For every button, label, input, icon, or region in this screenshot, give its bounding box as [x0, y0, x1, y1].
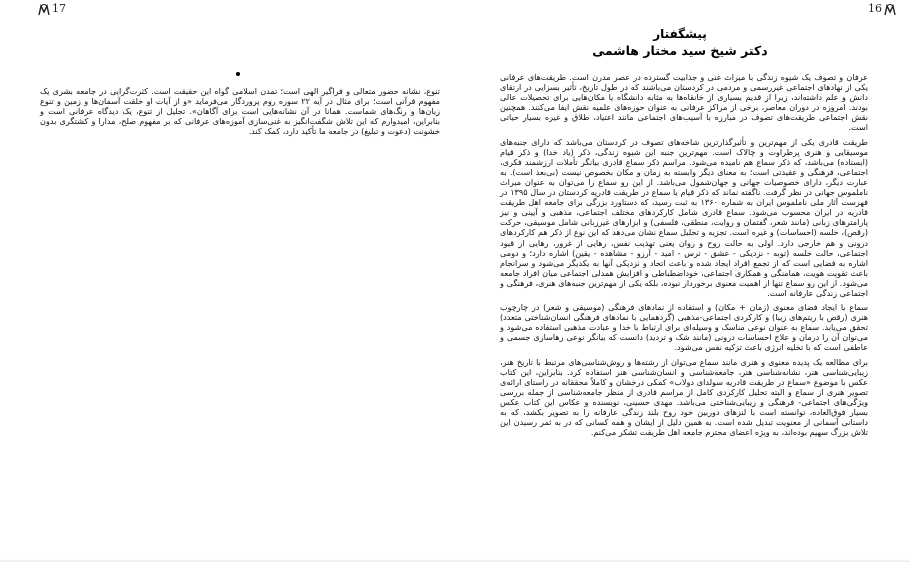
- foreword-author: دکتر شیخ سید مختار هاشمی: [592, 43, 768, 58]
- foreword-title: پیشگفتار: [653, 27, 707, 41]
- left-paragraph-text: تنوع، نشانه حضور متعالی و فراگیر الهی است؛ تمدن اسلامی گواه این حقیقت است. کثرت‌گرایی در جامعه بشری یک مفهوم قرآنی است؛ برای مثال در آیه ۲۲ سوره روم پروردگار می‌فرماید «و از آیات او خلقت آسمان‌ها و زمین و تنوع زبان‌ها و رنگ‌های شماست. همانا در آن نشانه‌هایی است برای آگاهان». تجلیل از تنوع، یک دیدگاه عرفانی است و بنابراین، امیدوارم که این تلاش شگفت‌انگیز به غنی‌سازی آموزه‌های عرفانی که بر مفهوم صلح، مدارا و کشتگری بدون خشونت (دعوت و تبلیغ) در جامعه ما تأکید دارد، کمک کند.: [40, 86, 440, 137]
- right-page-body: [500, 72, 868, 437]
- body-paragraph: طریقت قادری یکی از مهم‌ترین و تأثیرگذارترین شاخه‌های تصوف در کردستان می‌باشد که دارای جنبه‌های موسیقایی و هنری پرطراوت و چالاک است. مهم‌ترین جنبه این شیوه زندگی، ذکر (یاد خدا) و ذکر قیام (ایستاده) می‌باشد، که ذکر سماع هم نامیده می‌شود. مراسم ذکر سماع قادری بیانگر تأملات ارزشمند فکری، اجتماعی، فرهنگی و عقیدتی است؛ به معنای دیگر وابسته به زمان و مکان بخصوص نیست (بی‌بعد است). به عبارت دیگر، دارای خصوصیات جهانی و جهان‌شمول می‌باشد. از این رو سماع را می‌توان به عنوان میراث ناملموس جهانی در نظر گرفت. ناگفته نماند که ذکر قیام یا سماع در طریقت قادریه کردستان در سال ۱۳۹۵ در فهرست آثار ملی ناملموس ایران به شماره ۱۳۶۰ به ثبت رسید، که دستاورد بزرگی برای جامعه اهل طریقت قادریه در ایران محسوب می‌شود. سماع قادری شامل کارکردهای مختلف اجتماعی، مذهبی و آیینی و نیز پارامترهای زبانی (مانند شعر، گفتمان و روایت، منطقی، فلسفی) و ابزارهای غیرزبانی شامل موسیقی، حرکت (رقص)، خلسه (احساسات) و غیره است. تجزیه و تحلیل سماع نشان می‌دهد که این نوع از ذکر هم کارکردهای درونی و هم خارجی دارد. اولی به حالت روح و روان یعنی تهذیب نفس، رهایی از غرور، رهایی از قیود اجتماعی، حالت خلسه (توبه - نزدیکی - عشق - ترس - امید - آرزو - مشاهده - یقین) اشاره دارد؛ و دومی اشاره به فضایی است که از تجمع افراد ایجاد شده و باعث اتحاد و نزدیکی آنها به یکدیگر می‌شود و سرانجام باعث تقویت هویت، همامنگی و همکاری اجتماعی، خوداضطباطی و افزایش همدلی اجتماعی میان افراد جامعه می‌شود. از این رو سماع تنها از اهمیت معنوی برخوردار نبوده، بلکه یکی از مهم‌ترین جنبه‌های هنری، فرهنگی و اجتماعی زندگی عارفانه است.: [500, 136, 868, 298]
- body-paragraph: سماع با ایجاد فضای معنوی (زمان + مکان) و استفاده از نمادهای فرهنگی (موسیقی و شعر) در چارچوب هنری (رقص با ریتم‌های زیبا) و کارکردی اجتماعی-مذهبی (گردهمایی با نمادهای فرهنگی انسان‌شناختی متعدد) تحقق می‌یابد. سماع به عنوان نوعی مناسک و وسیله‌ای برای ارتباط با خدا و عبادت مذهبی استفاده می‌شود و می‌توان آن را درمان و علاج احساسات درونی (مانند شک و تردید) دانست که بیانگر نوعی رهاسازی جسمی و عاطفی است که با تخلیه انرژی باعث تزکیه نفس می‌شود.: [500, 302, 868, 353]
- left-page-paragraph: [40, 86, 440, 136]
- right-page-number: [868, 2, 898, 16]
- page-ornament-icon: [884, 3, 896, 16]
- foreword-heading: [470, 26, 890, 59]
- bullet-dot: [236, 72, 240, 76]
- left-page-number: [36, 2, 66, 16]
- body-paragraph: برای مطالعه یک پدیده معنوی و هنری مانند سماع می‌توان از رشته‌ها و روش‌شناسی‌های مرتبط با تاریخ هنر، زیبایی‌شناسی هنر، نشانه‌شناسی هنر، جامعه‌شناسی و انسان‌شناسی هنر استفاده کرد. بنابراین، این کتاب عکس با موضوع «سماع در طریقت قادریه سولدای دولاب» کمکی درخشان و کاملاً محققانه در راستای ارائه‌ی تصویر هنری از سماع و البته تحلیل کارکردی کامل از مراسم قادری از منظر جامعه‌شناسی از جمله بررسی ویژگی‌های اجتماعی- فرهنگی و زیبایی‌شناختی می‌باشد. مهدی حسینی، نویسنده و عکاس این کتاب عکس بسیار فوق‌العاده، توانسته است با لنزهای دوربین خود روح بلند زندگی عارفانه را به تصویر بکشد، که به داستانی آسمانی از معنویت تبدیل شده است. به همین دلیل از ایشان و همه کسانی که در به ثمر رسیدن این تلاش بزرگ سهیم بوده‌اند، به ویژه اعضای محترم جامعه اهل طریقت تشکر می‌کنم.: [500, 356, 868, 438]
- right-page-number-text: 16: [868, 2, 882, 15]
- body-paragraph: عرفان و تصوف یک شیوه زندگی با میراث غنی و جذابیت گسترده در عصر مدرن است. طریقت‌های عرفانی یکی از نهادهای اجتماعی غیررسمی و مردمی در کردستان می‌باشند که در طول تاریخ، تأثیر بسزایی در ارتقای دانش و علم داشته‌اند، زیرا از قدیم بسیاری از خانقاه‌ها به مثابه دانشگاه یا مکان‌هایی برای تحصیلات عالی بودند. امروزه در دوران معاصر، برخی از مراکز عرفانی به عنوان حوزه‌های علمیه نقش ایفا می‌کنند. همچنین نقش اجتماعی طریقت‌های تصوف در مبارزه با آسیب‌های اجتماعی مانند اعتیاد، طلاق و غیره بسیار حیاتی است.: [500, 72, 868, 133]
- right-page: [455, 0, 910, 562]
- page-ornament-icon: [38, 3, 50, 16]
- left-page-number-text: 17: [52, 2, 66, 15]
